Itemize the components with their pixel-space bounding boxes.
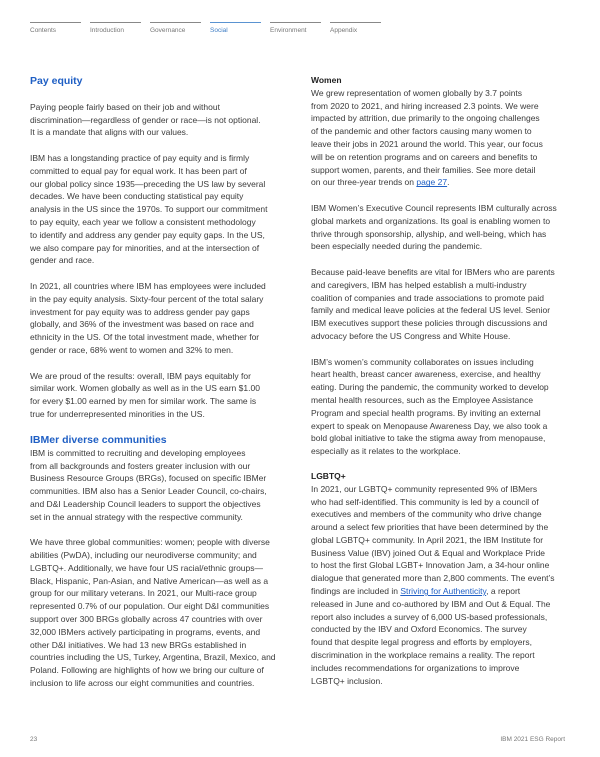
text-line: Paying people fairly based on their job and without [30, 101, 220, 112]
text-line: impacted by attrition, due primarily to the ongoing challenges [311, 113, 540, 124]
paragraph [30, 447, 310, 524]
paragraph [30, 101, 310, 139]
text-line: communities. IBM also has a Senior Leader Council, co-chairs, [30, 486, 267, 497]
text-line: similar work. Women globally as well as in the US earn $1.00 [30, 383, 260, 394]
paragraph [30, 280, 310, 357]
text-line: Poland. Following are highlights of how we bring our culture of [30, 665, 264, 676]
text-segment: , a report [486, 586, 521, 597]
text-line: coalition of companies and trade associations to promote paid [311, 292, 544, 303]
text-line: We are proud of the results: overall, IBM pays equitably for [30, 370, 251, 381]
spacer [311, 458, 591, 470]
paragraph-spacer [30, 357, 310, 370]
text-line: true for underrepresented minorities in the US. [30, 408, 205, 419]
text-line: from all backgrounds and fosters greater inclusion with our [30, 460, 251, 471]
text-line: group for our military veterans. In 2021, our Multi-race group [30, 588, 257, 599]
text-line: advocacy before the US Congress and White House. [311, 330, 511, 341]
text-line: IBM Women’s Executive Council represents IBM culturally across [311, 202, 557, 213]
text-line: and caregivers, IBM has helped establish a multi-industry [311, 279, 527, 290]
report-title: IBM 2021 ESG Report [500, 736, 565, 743]
text-line: countries including the US, Turkey, Argentina, Brazil, Mexico, and [30, 652, 276, 663]
text-line: ethnicity in the US. Of the total investment made, whether for [30, 332, 260, 343]
text-line: Black, Hispanic, Pan-Asian, and Native American—as well as a [30, 575, 269, 586]
text-line: will be on retention programs and on careers and benefits to [311, 151, 538, 162]
text-line: family and medical leave policies at the federal US level. Senior [311, 305, 551, 316]
nav-tab-label: Governance [150, 27, 186, 34]
paragraph [311, 266, 591, 343]
text-line: eating. During the pandemic, the community worked to develop [311, 382, 549, 393]
text-line: IBM’s women’s community collaborates on issues including [311, 356, 534, 367]
text-line: gender and race. [30, 255, 95, 266]
text-line: around a select few priorities that have been determined by the [311, 522, 549, 533]
section-heading: LGBTQ+ [311, 470, 346, 481]
text-line: gender or race, 68% went to women and 32% to men. [30, 344, 234, 355]
section-nav [30, 22, 390, 34]
text-line: for every $1.00 earned by men for similar work. The same is [30, 396, 257, 407]
text-line: Because paid-leave benefits are vital for IBMers who are parents [311, 266, 555, 277]
text-line: IBM has a longstanding practice of pay equity and is firmly [30, 152, 250, 163]
paragraph [30, 152, 310, 267]
text-line: decades. We have been conducting statistical pay equity [30, 191, 244, 202]
spacer [30, 421, 310, 433]
text-line: support over 300 BRGs globally across 47 countries with over [30, 614, 263, 625]
text-line: IBM is committed to recruiting and developing employees [30, 447, 246, 458]
inline-link[interactable]: Striving for Authenticity [400, 586, 487, 597]
nav-tab-underline [150, 22, 201, 23]
text-line: thrive through sponsorship, allyship, and well-being, which has [311, 228, 547, 239]
page-number: 23 [30, 736, 38, 743]
text-line: discrimination—regardless of gender or race—is not optional. [30, 114, 261, 125]
text-line: global markets and organizations. Its goal is enabling women to [311, 215, 551, 226]
paragraph [311, 87, 591, 189]
nav-tab-label: Environment [270, 27, 307, 34]
text-line: to pay equity, each year we follow a consistent methodology [30, 216, 256, 227]
text-line: support women, parents, and their families. See more detail [311, 164, 536, 175]
text-line: globally, and 36% of the investment was based on race and [30, 319, 254, 330]
paragraph [311, 483, 591, 688]
text-line: executives and members of the community who drive change [311, 509, 542, 520]
nav-tab-environment[interactable] [270, 22, 330, 34]
paragraph-spacer [30, 267, 310, 280]
text-line: IBM executives support these policies through discussions and [311, 318, 548, 329]
nav-tab-contents[interactable] [30, 22, 90, 34]
text-line: conducted by the IBV and Oxford Economics. The survey [311, 624, 527, 635]
text-line: report also includes a survey of 6,000 US-based professionals, [311, 611, 548, 622]
paragraph-spacer [30, 139, 310, 152]
text-line: and D&I Leadership Council leaders to support the objectives [30, 498, 261, 509]
text-line: been especially needed during the pandemic. [311, 241, 483, 252]
text-line: We grew representation of women globally by 3.7 points [311, 87, 523, 98]
paragraph-spacer [30, 88, 310, 101]
nav-tab-underline [270, 22, 321, 23]
nav-tab-underline [210, 22, 261, 23]
text-line: we also compare pay for minorities, and at the intersection of [30, 242, 260, 253]
text-line: We have three global communities: women; people with diverse [30, 537, 270, 548]
text-line: 32,000 IBMers actively participating in programs, events, and [30, 626, 261, 637]
paragraph-spacer [311, 189, 591, 202]
text-line: of the pandemic and other factors causing many women to [311, 126, 532, 137]
text-line: investment for pay equity was to address gender pay gaps [30, 306, 250, 317]
text-line: from 2020 to 2021, and hiring increased 2.3 points. We were [311, 100, 539, 111]
text-line [311, 176, 591, 189]
paragraph [311, 356, 591, 458]
text-line: who had self-identified. This community is led by a council of [311, 496, 539, 507]
text-line: In 2021, our LGBTQ+ community represented 9% of IBMers [311, 483, 538, 494]
text-line: global LGBTQ+ community. In April 2021, the IBM Institute for [311, 534, 544, 545]
text-line: represented 0.7% of our population. Our eight D&I communities [30, 601, 270, 612]
nav-tab-label: Contents [30, 27, 57, 34]
text-line: includes recommendations for organizations to improve [311, 662, 520, 673]
text-line: leave their jobs in 2021 around the world. This year, our focus [311, 138, 543, 149]
nav-tab-underline [330, 22, 381, 23]
text-line: found that despite legal progress and efforts by employers, [311, 637, 532, 648]
text-line: discrimination in the workplace remains a reality. The report [311, 650, 535, 661]
text-line: bold global initiative to take the stigma away from menopause, [311, 433, 546, 444]
text-line: committed to equal pay for equal work. It has been part of [30, 165, 247, 176]
text-line: our global policy since 1935—preceding the US law by several [30, 178, 266, 189]
section-heading: IBMer diverse communities [30, 433, 167, 446]
text-line: Business Resource Groups (BRGs), focused on specific IBMer [30, 473, 267, 484]
section-heading: Women [311, 75, 342, 85]
paragraph-spacer [30, 524, 310, 537]
text-line: It is a mandate that aligns with our values. [30, 127, 189, 138]
text-line: heart health, breast cancer awareness, exercise, and healthy [311, 369, 541, 380]
text-line: set in the annual strategy with the respective community. [30, 511, 243, 522]
section-heading: Pay equity [30, 75, 83, 87]
nav-tab-introduction[interactable] [90, 22, 150, 34]
nav-tab-label: Social [210, 27, 228, 34]
text-line: analysis in the US since the 1970s. To support our commitment [30, 204, 268, 215]
text-segment: findings are included in [311, 586, 401, 597]
paragraph [30, 370, 310, 421]
nav-tab-social[interactable] [210, 22, 270, 34]
text-line: other D&I initiatives. We had 13 new BRGs established in [30, 639, 247, 650]
nav-tab-label: Introduction [90, 27, 124, 34]
text-line: LGBTQ+. Additionally, we have four US racial/ethnic groups— [30, 562, 263, 573]
text-line: abilities (PwDA), including our neurodiverse community; and [30, 550, 257, 561]
paragraph-spacer [311, 253, 591, 266]
nav-tab-label: Appendix [330, 27, 358, 34]
text-line: In 2021, all countries where IBM has employees were included [30, 280, 266, 291]
paragraph-spacer [311, 343, 591, 356]
text-line [311, 585, 591, 598]
text-segment: on our three-year trends on [311, 177, 417, 188]
nav-tab-appendix[interactable] [330, 22, 390, 34]
text-line: LGBTQ+ inclusion. [311, 675, 383, 686]
text-line: to identify and address any gender pay equity gaps. In the US, [30, 229, 265, 240]
nav-tab-governance[interactable] [150, 22, 210, 34]
text-line: to host the first Global LGBT+ Innovation Jam, a 34-hour online [311, 560, 550, 571]
text-line: dialogue that generated more than 2,800 comments. The event’s [311, 573, 555, 584]
text-line: inclusion to life across our eight communities and countries. [30, 678, 255, 689]
inline-link[interactable]: page 27 [416, 177, 448, 188]
nav-tab-underline [30, 22, 81, 23]
text-line: Program and special health programs. By inviting an external [311, 407, 541, 418]
nav-tab-underline [90, 22, 141, 23]
paragraph [30, 536, 310, 690]
text-line: especially as it relates to the workplace. [311, 446, 461, 457]
text-line: in the pay equity analysis. Sixty-four percent of the total salary [30, 293, 264, 304]
text-segment: . [447, 177, 450, 188]
text-line: released in June and co-authored by IBM and Out & Equal. The [311, 598, 551, 609]
left-column [30, 74, 310, 690]
paragraph [311, 202, 591, 253]
text-line: mental health resources, such as the Employee Assistance [311, 394, 534, 405]
text-line: expert to speak on Menopause Awareness Day, we also took a [311, 420, 548, 431]
text-line: Business Value (IBV) joined Out & Equal and Workplace Pride [311, 547, 546, 558]
right-column [311, 74, 591, 687]
